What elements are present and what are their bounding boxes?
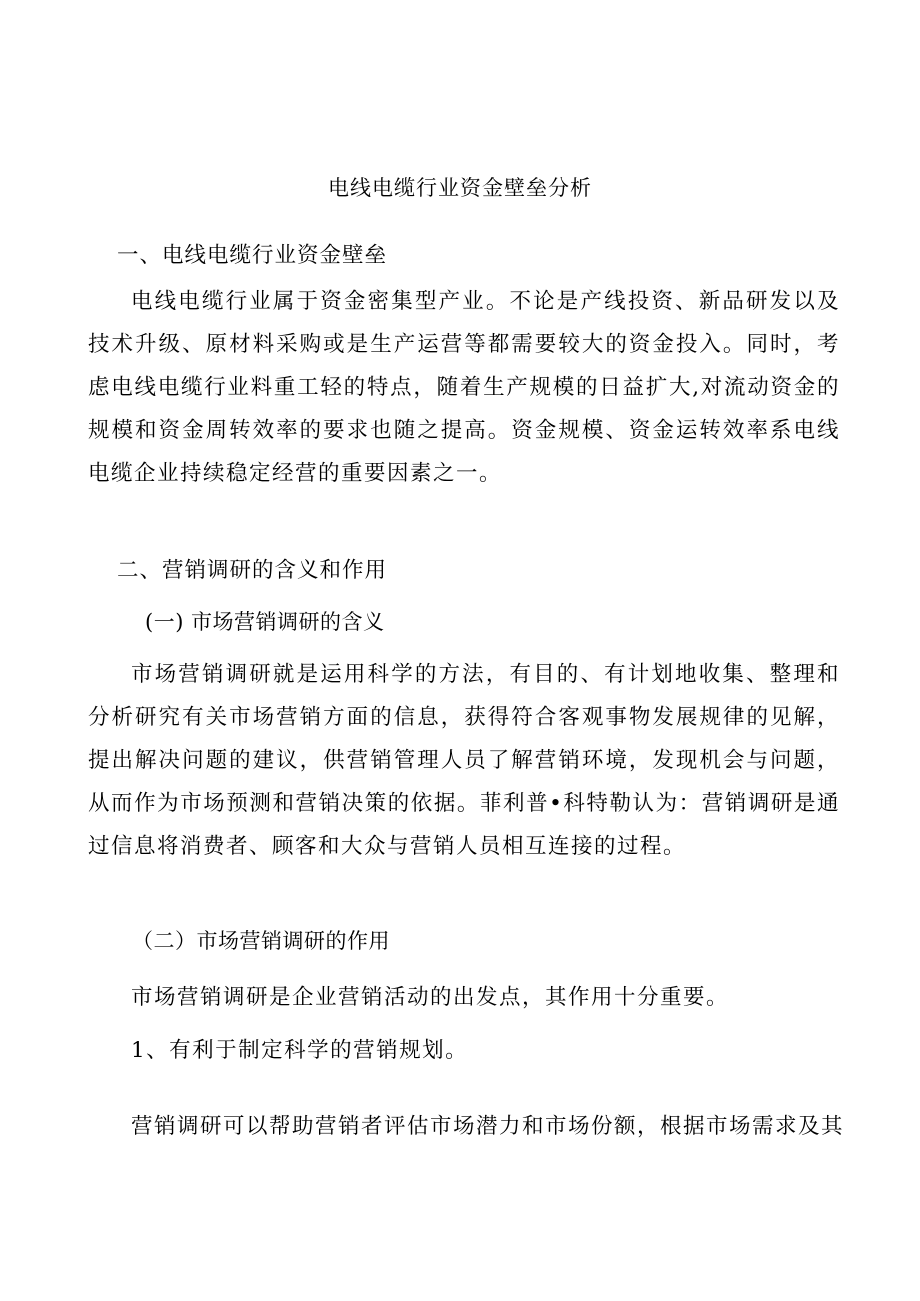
- subsection2-heading: （二）市场营销调研的作用: [132, 929, 390, 953]
- subsection1-heading: (一) 市场营销调研的含义: [145, 610, 385, 634]
- section1-paragraph: 电线电缆行业属于资金密集型产业。不论是产线投资、新品研发以及技术升级、原材料采购或是生产运营等都需要较大的资金投入。同时，考虑电线电缆行业料重工轻的特点，随着生产规模的日益扩大,对流动资金的规模和资金周转效率的要求也随之提高。资金规模、资金运转效率系电线电缆企业持续稳定经营的重要因素之一。: [88, 289, 840, 486]
- list-item-1: 1、有利于制定科学的营销规划。: [131, 1038, 469, 1063]
- list-item-1-paragraph: 营销调研可以帮助营销者评估市场潜力和市场份额，根据市场需求及其: [131, 1114, 845, 1139]
- subsection2-intro: 市场营销调研是企业营销活动的出发点，其作用十分重要。: [131, 985, 730, 1010]
- subsection1-paragraph: 市场营销调研就是运用科学的方法，有目的、有计划地收集、整理和分析研究有关市场营销方面的信息，获得符合客观事物发展规律的见解，提出解决问题的建议，供营销管理人员了解营销环境，发现机会与问题，从而作为市场预测和营销决策的依据。菲利普•科特勒认为：营销调研是通过信息将消费者、顾客和大众与营销人员相互连接的过程。: [88, 662, 840, 859]
- section2-heading: 二、营销调研的含义和作用: [117, 558, 388, 583]
- document-title: 电线电缆行业资金壁垒分析: [328, 176, 592, 200]
- section1-heading: 一、电线电缆行业资金壁垒: [117, 243, 388, 268]
